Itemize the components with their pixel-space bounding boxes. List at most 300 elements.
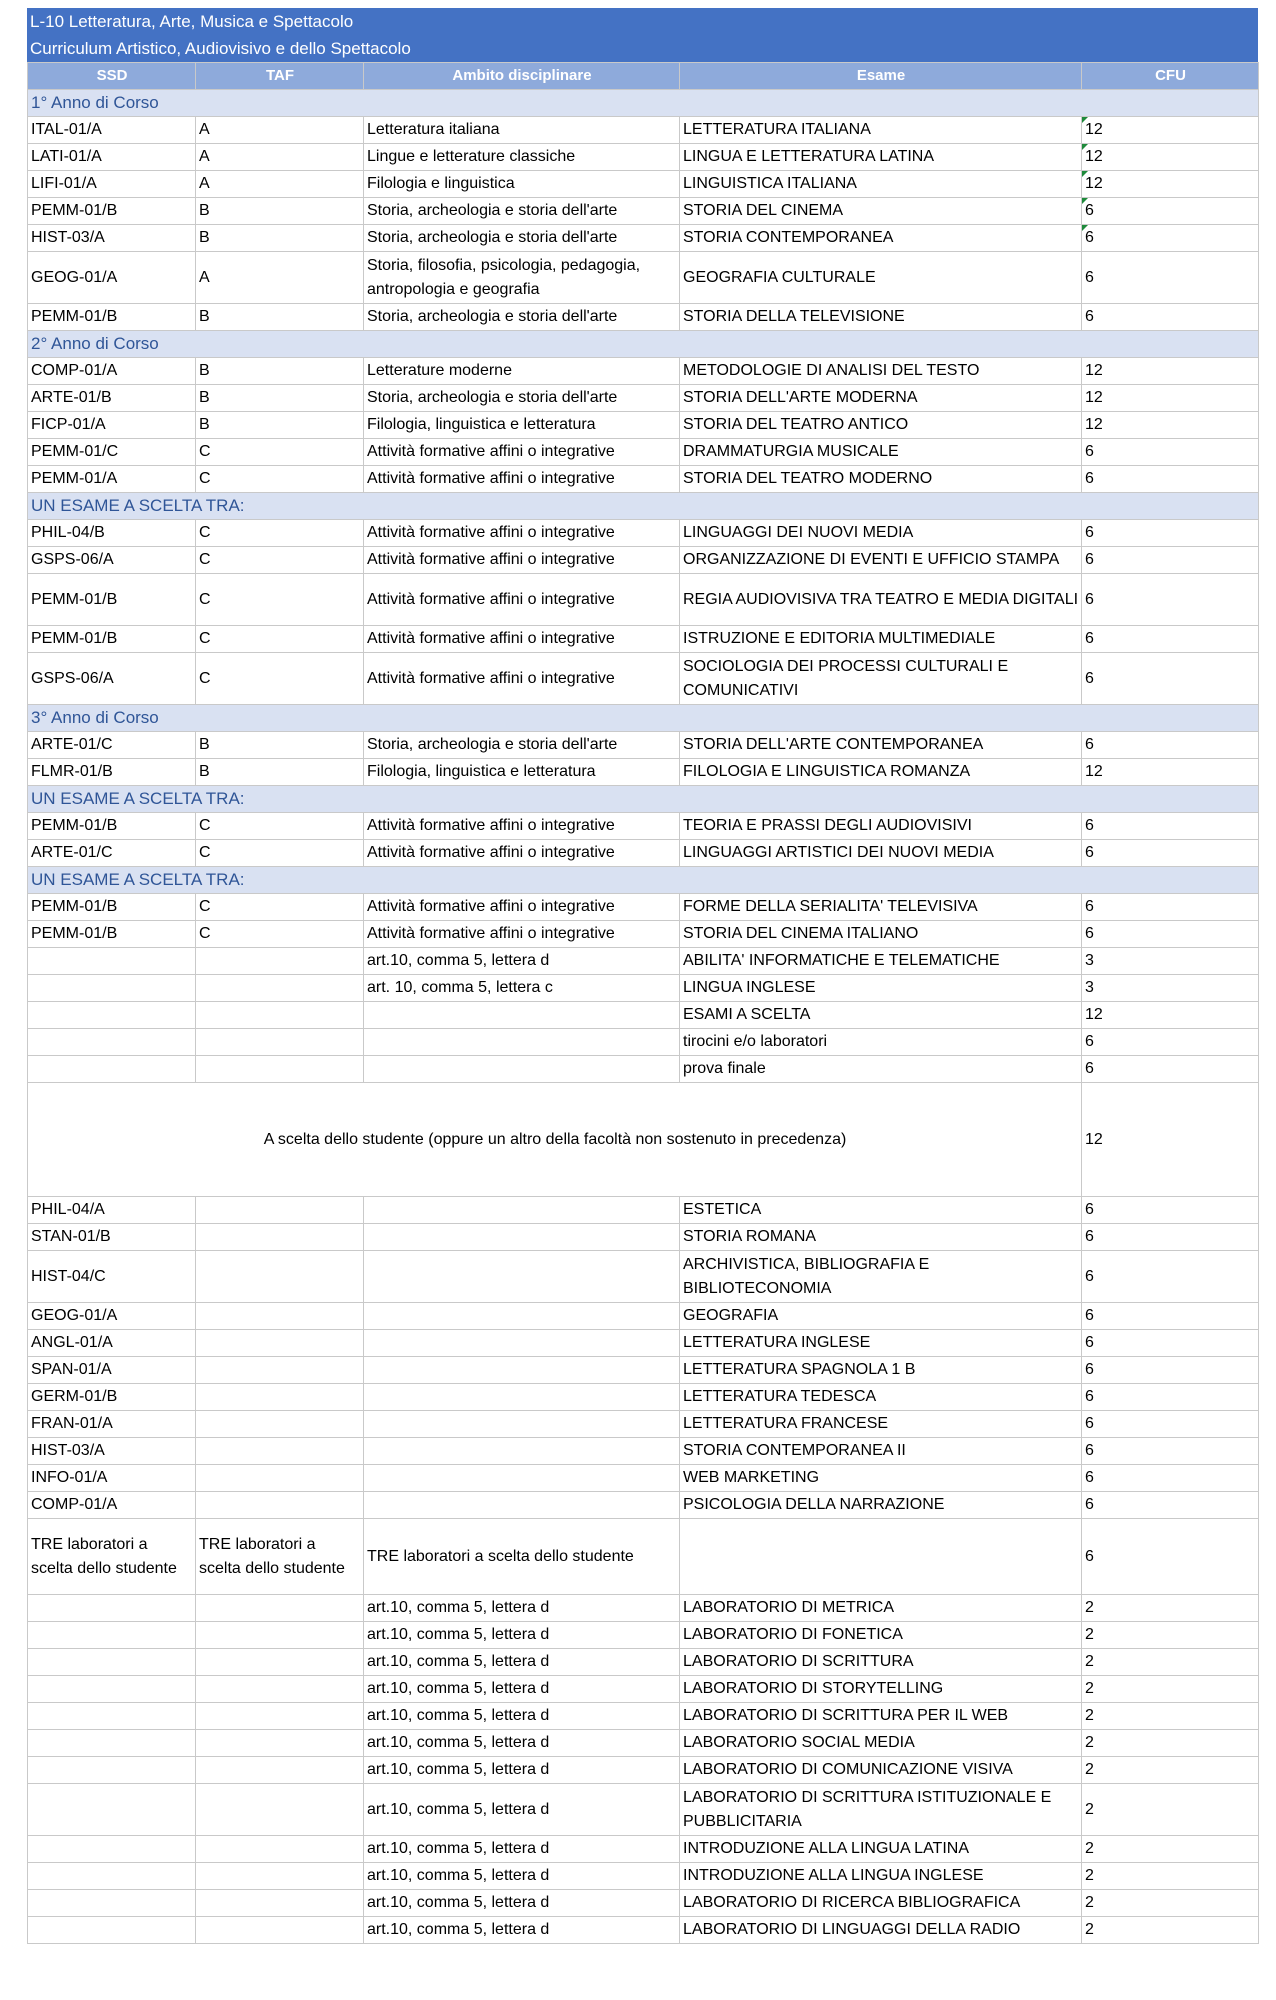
cell-ssd[interactable] — [28, 1917, 196, 1944]
cell-cfu[interactable]: 6 — [1082, 198, 1259, 225]
cell-ssd[interactable] — [28, 1649, 196, 1676]
cell-ambito[interactable] — [364, 1438, 680, 1465]
section-header-row — [28, 705, 1259, 732]
cell-esame[interactable]: LABORATORIO SOCIAL MEDIA — [680, 1730, 1082, 1757]
cell-ambito[interactable]: Attività formative affini o integrative — [364, 574, 680, 626]
cell-cfu[interactable]: 12 — [1082, 759, 1259, 786]
column-header-cfu[interactable]: CFU — [1082, 63, 1259, 90]
cell-taf[interactable] — [196, 1251, 364, 1303]
table-row — [28, 358, 1259, 385]
cell-ssd[interactable] — [28, 1757, 196, 1784]
cell-ssd[interactable]: PEMM-01/B — [28, 921, 196, 948]
cell-esame[interactable]: STORIA CONTEMPORANEA — [680, 225, 1082, 252]
cell-taf[interactable] — [196, 1836, 364, 1863]
cell-cfu[interactable]: 12 — [1082, 385, 1259, 412]
cell-taf[interactable] — [196, 1330, 364, 1357]
cell-ambito[interactable]: Lingue e letterature classiche — [364, 144, 680, 171]
cell-cfu[interactable]: 2 — [1082, 1703, 1259, 1730]
cell-taf[interactable]: B — [196, 358, 364, 385]
cell-esame[interactable]: STORIA DEL CINEMA ITALIANO — [680, 921, 1082, 948]
cell-taf[interactable] — [196, 1465, 364, 1492]
cell-ambito[interactable] — [364, 1330, 680, 1357]
cell-esame[interactable]: STORIA DELL'ARTE MODERNA — [680, 385, 1082, 412]
cell-ambito[interactable]: art.10, comma 5, lettera d — [364, 1676, 680, 1703]
cell-taf[interactable] — [196, 1917, 364, 1944]
cell-cfu[interactable]: 6 — [1082, 1465, 1259, 1492]
cell-esame[interactable]: LABORATORIO DI LINGUAGGI DELLA RADIO — [680, 1917, 1082, 1944]
cell-esame[interactable]: DRAMMATURGIA MUSICALE — [680, 439, 1082, 466]
cell-taf[interactable]: C — [196, 574, 364, 626]
table-row — [28, 304, 1259, 331]
cell-cfu[interactable]: 12 — [1082, 1002, 1259, 1029]
cell-ssd[interactable] — [28, 1676, 196, 1703]
cell-taf[interactable] — [196, 1676, 364, 1703]
cell-cfu[interactable]: 6 — [1082, 1056, 1259, 1083]
cell-cfu[interactable]: 6 — [1082, 225, 1259, 252]
cell-taf[interactable]: C — [196, 626, 364, 653]
cell-taf[interactable] — [196, 975, 364, 1002]
table-row — [28, 225, 1259, 252]
column-header-taf[interactable]: TAF — [196, 63, 364, 90]
cell-esame[interactable]: ARCHIVISTICA, BIBLIOGRAFIA E BIBLIOTECONOMIA — [680, 1251, 1082, 1303]
cell-taf[interactable]: A — [196, 144, 364, 171]
cell-taf[interactable] — [196, 1890, 364, 1917]
cell-esame[interactable]: STORIA CONTEMPORANEA II — [680, 1438, 1082, 1465]
cell-taf[interactable]: C — [196, 840, 364, 867]
table-row — [28, 894, 1259, 921]
cell-cfu[interactable]: 2 — [1082, 1863, 1259, 1890]
cell-ambito[interactable]: art.10, comma 5, lettera d — [364, 1595, 680, 1622]
cell-ssd[interactable] — [28, 1029, 196, 1056]
cell-taf[interactable]: C — [196, 653, 364, 705]
cell-esame[interactable]: GEOGRAFIA CULTURALE — [680, 252, 1082, 304]
cell-cfu[interactable]: 6 — [1082, 626, 1259, 653]
cell-cfu[interactable]: 6 — [1082, 252, 1259, 304]
cell-taf[interactable] — [196, 1384, 364, 1411]
cell-ssd[interactable]: PEMM-01/B — [28, 626, 196, 653]
cell-ambito[interactable]: Storia, filosofia, psicologia, pedagogia, antropologia e geografia — [364, 252, 680, 304]
cell-esame[interactable]: STORIA DEL CINEMA — [680, 198, 1082, 225]
cell-taf[interactable] — [196, 1784, 364, 1836]
table-row — [28, 1784, 1259, 1836]
cell-esame[interactable]: STORIA DELLA TELEVISIONE — [680, 304, 1082, 331]
cell-esame[interactable]: STORIA DEL TEATRO ANTICO — [680, 412, 1082, 439]
cell-taf[interactable]: C — [196, 439, 364, 466]
cell-taf[interactable] — [196, 1595, 364, 1622]
cell-ambito[interactable]: Attività formative affini o integrative — [364, 921, 680, 948]
cell-esame[interactable]: LETTERATURA INGLESE — [680, 1330, 1082, 1357]
cell-cfu[interactable]: 3 — [1082, 948, 1259, 975]
cell-ambito[interactable]: TRE laboratori a scelta dello studente — [364, 1519, 680, 1595]
cell-ambito[interactable]: art.10, comma 5, lettera d — [364, 1703, 680, 1730]
cell-cfu[interactable]: 6 — [1082, 1438, 1259, 1465]
cell-taf[interactable] — [196, 1757, 364, 1784]
cell-cfu[interactable]: 6 — [1082, 1197, 1259, 1224]
cell-taf[interactable]: A — [196, 117, 364, 144]
cell-esame[interactable]: STORIA DEL TEATRO MODERNO — [680, 466, 1082, 493]
cell-ambito[interactable]: Attività formative affini o integrative — [364, 894, 680, 921]
cell-esame[interactable]: LABORATORIO DI RICERCA BIBLIOGRAFICA — [680, 1890, 1082, 1917]
cell-ssd[interactable]: LIFI-01/A — [28, 171, 196, 198]
cell-ssd[interactable] — [28, 948, 196, 975]
table-row — [28, 1438, 1259, 1465]
cell-cfu[interactable]: 6 — [1082, 1029, 1259, 1056]
cell-taf[interactable]: B — [196, 732, 364, 759]
cell-ambito[interactable] — [364, 1002, 680, 1029]
cell-ssd[interactable]: FRAN-01/A — [28, 1411, 196, 1438]
cell-cfu[interactable]: 6 — [1082, 653, 1259, 705]
cell-cfu[interactable]: 6 — [1082, 921, 1259, 948]
cell-taf[interactable]: A — [196, 171, 364, 198]
cell-ambito[interactable]: Filologia, linguistica e letteratura — [364, 412, 680, 439]
elective-note-cfu[interactable]: 12 — [1082, 1083, 1259, 1197]
cell-ssd[interactable]: PEMM-01/C — [28, 439, 196, 466]
cell-taf[interactable]: C — [196, 813, 364, 840]
cell-esame[interactable]: STORIA DELL'ARTE CONTEMPORANEA — [680, 732, 1082, 759]
cell-ambito[interactable] — [364, 1224, 680, 1251]
cell-ssd[interactable]: PEMM-01/B — [28, 574, 196, 626]
cell-cfu[interactable]: 6 — [1082, 1224, 1259, 1251]
cell-esame[interactable]: LETTERATURA SPAGNOLA 1 B — [680, 1357, 1082, 1384]
cell-ambito[interactable] — [364, 1029, 680, 1056]
cell-esame[interactable]: LINGUAGGI ARTISTICI DEI NUOVI MEDIA — [680, 840, 1082, 867]
cell-esame[interactable]: STORIA ROMANA — [680, 1224, 1082, 1251]
table-row — [28, 252, 1259, 304]
cell-taf[interactable]: B — [196, 759, 364, 786]
cell-esame[interactable]: prova finale — [680, 1056, 1082, 1083]
cell-ambito[interactable]: art.10, comma 5, lettera d — [364, 1622, 680, 1649]
cell-taf[interactable] — [196, 1492, 364, 1519]
cell-taf[interactable] — [196, 1622, 364, 1649]
cell-taf[interactable] — [196, 1863, 364, 1890]
cell-ssd[interactable]: ANGL-01/A — [28, 1330, 196, 1357]
cell-esame[interactable]: ORGANIZZAZIONE DI EVENTI E UFFICIO STAMPA — [680, 547, 1082, 574]
cell-cfu[interactable]: 3 — [1082, 975, 1259, 1002]
cell-esame[interactable]: REGIA AUDIOVISIVA TRA TEATRO E MEDIA DIGITALI — [680, 574, 1082, 626]
cell-ambito[interactable] — [364, 1465, 680, 1492]
cell-taf[interactable]: B — [196, 198, 364, 225]
table-row — [28, 117, 1259, 144]
cell-ssd[interactable]: GSPS-06/A — [28, 653, 196, 705]
table-row — [28, 975, 1259, 1002]
cell-taf[interactable]: C — [196, 921, 364, 948]
cell-ambito[interactable]: Attività formative affini o integrative — [364, 520, 680, 547]
cell-ambito[interactable]: art.10, comma 5, lettera d — [364, 948, 680, 975]
cell-taf[interactable] — [196, 1730, 364, 1757]
table-row — [28, 921, 1259, 948]
table-row — [28, 547, 1259, 574]
table-row — [28, 813, 1259, 840]
cell-ssd[interactable]: PEMM-01/B — [28, 894, 196, 921]
table-row — [28, 1595, 1259, 1622]
cell-ambito[interactable] — [364, 1056, 680, 1083]
cell-ambito[interactable] — [364, 1492, 680, 1519]
cell-taf[interactable] — [196, 1224, 364, 1251]
cell-ambito[interactable]: Storia, archeologia e storia dell'arte — [364, 304, 680, 331]
cell-ambito[interactable]: Attività formative affini o integrative — [364, 439, 680, 466]
cell-taf[interactable]: C — [196, 466, 364, 493]
cell-taf[interactable]: B — [196, 225, 364, 252]
cell-cfu[interactable]: 2 — [1082, 1676, 1259, 1703]
cell-ambito[interactable]: art.10, comma 5, lettera d — [364, 1649, 680, 1676]
cell-ssd[interactable]: LATI-01/A — [28, 144, 196, 171]
column-header-ssd[interactable]: SSD — [28, 63, 196, 90]
column-header-esame[interactable]: Esame — [680, 63, 1082, 90]
cell-esame[interactable]: WEB MARKETING — [680, 1465, 1082, 1492]
cell-ssd[interactable] — [28, 1595, 196, 1622]
cell-cfu[interactable]: 6 — [1082, 732, 1259, 759]
cell-taf[interactable]: C — [196, 547, 364, 574]
cell-esame[interactable]: LABORATORIO DI SCRITTURA PER IL WEB — [680, 1703, 1082, 1730]
cell-ambito[interactable] — [364, 1411, 680, 1438]
cell-taf[interactable] — [196, 1029, 364, 1056]
cell-esame[interactable]: PSICOLOGIA DELLA NARRAZIONE — [680, 1492, 1082, 1519]
cell-ssd[interactable]: GEOG-01/A — [28, 1303, 196, 1330]
cell-cfu[interactable]: 6 — [1082, 1357, 1259, 1384]
cell-ssd[interactable]: INFO-01/A — [28, 1465, 196, 1492]
cell-ssd[interactable]: GSPS-06/A — [28, 547, 196, 574]
cell-cfu[interactable]: 6 — [1082, 1519, 1259, 1595]
cell-taf[interactable] — [196, 1703, 364, 1730]
table-row — [28, 1676, 1259, 1703]
cell-taf[interactable] — [196, 1002, 364, 1029]
table-row — [28, 1056, 1259, 1083]
cell-cfu[interactable]: 2 — [1082, 1917, 1259, 1944]
cell-taf[interactable] — [196, 1411, 364, 1438]
cell-cfu[interactable]: 6 — [1082, 466, 1259, 493]
table-row — [28, 1863, 1259, 1890]
cell-esame[interactable] — [680, 1519, 1082, 1595]
column-header-ambito[interactable]: Ambito disciplinare — [364, 63, 680, 90]
table-row — [28, 1357, 1259, 1384]
table-row — [28, 1836, 1259, 1863]
cell-cfu[interactable]: 6 — [1082, 1303, 1259, 1330]
cell-esame[interactable]: ESAMI A SCELTA — [680, 1002, 1082, 1029]
cell-ambito[interactable] — [364, 1303, 680, 1330]
cell-esame[interactable]: LINGUA INGLESE — [680, 975, 1082, 1002]
table-row — [28, 385, 1259, 412]
cell-ssd[interactable]: PEMM-01/B — [28, 813, 196, 840]
cell-ssd[interactable]: HIST-03/A — [28, 225, 196, 252]
cell-esame[interactable]: LINGUA E LETTERATURA LATINA — [680, 144, 1082, 171]
cell-taf[interactable]: B — [196, 412, 364, 439]
cell-cfu[interactable]: 6 — [1082, 574, 1259, 626]
cell-cfu[interactable]: 6 — [1082, 1411, 1259, 1438]
cell-ambito[interactable]: art.10, comma 5, lettera d — [364, 1890, 680, 1917]
cell-cfu[interactable]: 2 — [1082, 1784, 1259, 1836]
cell-ssd[interactable]: PEMM-01/B — [28, 304, 196, 331]
cell-taf[interactable]: C — [196, 894, 364, 921]
cell-ambito[interactable]: Letteratura italiana — [364, 117, 680, 144]
cell-ssd[interactable]: GEOG-01/A — [28, 252, 196, 304]
cell-ambito[interactable]: Attività formative affini o integrative — [364, 466, 680, 493]
cell-cfu[interactable]: 6 — [1082, 439, 1259, 466]
cell-ssd[interactable] — [28, 1703, 196, 1730]
cell-taf[interactable] — [196, 1056, 364, 1083]
cell-esame[interactable]: FORME DELLA SERIALITA' TELEVISIVA — [680, 894, 1082, 921]
cell-cfu[interactable]: 2 — [1082, 1836, 1259, 1863]
cell-ssd[interactable] — [28, 1622, 196, 1649]
cell-esame[interactable]: TEORIA E PRASSI DEGLI AUDIOVISIVI — [680, 813, 1082, 840]
cell-ambito[interactable] — [364, 1197, 680, 1224]
cell-ambito[interactable]: art.10, comma 5, lettera d — [364, 1784, 680, 1836]
cell-ssd[interactable] — [28, 1730, 196, 1757]
cell-esame[interactable]: SOCIOLOGIA DEI PROCESSI CULTURALI E COMUNICATIVI — [680, 653, 1082, 705]
cell-ssd[interactable]: GERM-01/B — [28, 1384, 196, 1411]
table-row — [28, 1649, 1259, 1676]
cell-esame[interactable]: tirocini e/o laboratori — [680, 1029, 1082, 1056]
cell-ambito[interactable]: Filologia e linguistica — [364, 171, 680, 198]
cell-cfu[interactable]: 2 — [1082, 1622, 1259, 1649]
cell-ssd[interactable]: PEMM-01/B — [28, 198, 196, 225]
cell-cfu[interactable]: 6 — [1082, 1330, 1259, 1357]
cell-ambito[interactable]: art.10, comma 5, lettera d — [364, 1836, 680, 1863]
cell-esame[interactable]: LETTERATURA FRANCESE — [680, 1411, 1082, 1438]
cell-esame[interactable]: INTRODUZIONE ALLA LINGUA INGLESE — [680, 1863, 1082, 1890]
cell-cfu[interactable]: 6 — [1082, 840, 1259, 867]
cell-cfu[interactable]: 2 — [1082, 1730, 1259, 1757]
cell-esame[interactable]: ABILITA' INFORMATICHE E TELEMATICHE — [680, 948, 1082, 975]
cell-taf[interactable] — [196, 1649, 364, 1676]
cell-ssd[interactable]: FICP-01/A — [28, 412, 196, 439]
cell-ambito[interactable]: Filologia, linguistica e letteratura — [364, 759, 680, 786]
cell-esame[interactable]: LABORATORIO DI STORYTELLING — [680, 1676, 1082, 1703]
cell-cfu[interactable]: 2 — [1082, 1757, 1259, 1784]
cell-esame[interactable]: LINGUAGGI DEI NUOVI MEDIA — [680, 520, 1082, 547]
cell-ssd[interactable] — [28, 975, 196, 1002]
cell-ssd[interactable]: PEMM-01/A — [28, 466, 196, 493]
cell-cfu[interactable]: 2 — [1082, 1649, 1259, 1676]
cell-ssd[interactable] — [28, 1836, 196, 1863]
cell-taf[interactable] — [196, 1197, 364, 1224]
cell-ambito[interactable]: Attività formative affini o integrative — [364, 813, 680, 840]
cell-esame[interactable]: ISTRUZIONE E EDITORIA MULTIMEDIALE — [680, 626, 1082, 653]
table-row — [28, 1730, 1259, 1757]
table-row — [28, 1002, 1259, 1029]
cell-ambito[interactable]: art. 10, comma 5, lettera c — [364, 975, 680, 1002]
cell-taf[interactable]: B — [196, 385, 364, 412]
cell-cfu[interactable]: 6 — [1082, 547, 1259, 574]
cell-ambito[interactable]: Attività formative affini o integrative — [364, 840, 680, 867]
cell-cfu[interactable]: 2 — [1082, 1595, 1259, 1622]
cell-esame[interactable]: LABORATORIO DI FONETICA — [680, 1622, 1082, 1649]
cell-taf[interactable] — [196, 948, 364, 975]
cell-esame[interactable]: GEOGRAFIA — [680, 1303, 1082, 1330]
curriculum-table — [27, 62, 1259, 1944]
cell-taf[interactable]: TRE laboratori a scelta dello studente — [196, 1519, 364, 1595]
cell-ssd[interactable] — [28, 1890, 196, 1917]
table-row — [28, 1703, 1259, 1730]
cell-ambito[interactable] — [364, 1357, 680, 1384]
cell-esame[interactable]: LABORATORIO DI SCRITTURA — [680, 1649, 1082, 1676]
cell-ambito[interactable]: Storia, archeologia e storia dell'arte — [364, 732, 680, 759]
cell-ambito[interactable]: art.10, comma 5, lettera d — [364, 1757, 680, 1784]
cell-cfu[interactable]: 12 — [1082, 144, 1259, 171]
cell-cfu[interactable]: 12 — [1082, 358, 1259, 385]
cell-cfu[interactable]: 6 — [1082, 1251, 1259, 1303]
cell-taf[interactable] — [196, 1438, 364, 1465]
cell-cfu[interactable]: 2 — [1082, 1890, 1259, 1917]
cell-taf[interactable] — [196, 1303, 364, 1330]
cell-taf[interactable]: A — [196, 252, 364, 304]
cell-cfu[interactable]: 6 — [1082, 894, 1259, 921]
cell-ambito[interactable] — [364, 1251, 680, 1303]
cell-esame[interactable]: ESTETICA — [680, 1197, 1082, 1224]
cell-cfu[interactable]: 6 — [1082, 813, 1259, 840]
cell-cfu[interactable]: 6 — [1082, 1492, 1259, 1519]
section-label: UN ESAME A SCELTA TRA: — [28, 867, 1259, 894]
cell-cfu[interactable]: 6 — [1082, 520, 1259, 547]
cell-ssd[interactable]: TRE laboratori a scelta dello studente — [28, 1519, 196, 1595]
cell-ssd[interactable] — [28, 1002, 196, 1029]
cell-ambito[interactable]: art.10, comma 5, lettera d — [364, 1863, 680, 1890]
table-row — [28, 1330, 1259, 1357]
cell-esame[interactable]: LABORATORIO DI METRICA — [680, 1595, 1082, 1622]
cell-ssd[interactable]: ARTE-01/B — [28, 385, 196, 412]
section-label: UN ESAME A SCELTA TRA: — [28, 786, 1259, 813]
cell-ssd[interactable] — [28, 1784, 196, 1836]
cell-ssd[interactable] — [28, 1056, 196, 1083]
cell-esame[interactable]: LINGUISTICA ITALIANA — [680, 171, 1082, 198]
cell-ambito[interactable]: Attività formative affini o integrative — [364, 653, 680, 705]
cell-ambito[interactable]: Storia, archeologia e storia dell'arte — [364, 385, 680, 412]
cell-ssd[interactable]: SPAN-01/A — [28, 1357, 196, 1384]
cell-ssd[interactable]: STAN-01/B — [28, 1224, 196, 1251]
cell-taf[interactable]: B — [196, 304, 364, 331]
cell-cfu[interactable]: 12 — [1082, 412, 1259, 439]
cell-ambito[interactable] — [364, 1384, 680, 1411]
cell-esame[interactable]: LETTERATURA TEDESCA — [680, 1384, 1082, 1411]
cell-cfu[interactable]: 6 — [1082, 1384, 1259, 1411]
cell-ssd[interactable]: ARTE-01/C — [28, 732, 196, 759]
cell-ambito[interactable]: Attività formative affini o integrative — [364, 626, 680, 653]
cell-ssd[interactable]: PHIL-04/A — [28, 1197, 196, 1224]
cell-ambito[interactable]: art.10, comma 5, lettera d — [364, 1730, 680, 1757]
cell-cfu[interactable]: 6 — [1082, 304, 1259, 331]
table-row — [28, 1757, 1259, 1784]
cell-taf[interactable] — [196, 1357, 364, 1384]
cell-esame[interactable]: INTRODUZIONE ALLA LINGUA LATINA — [680, 1836, 1082, 1863]
table-row — [28, 759, 1259, 786]
cell-cfu[interactable]: 12 — [1082, 117, 1259, 144]
cell-ssd[interactable]: HIST-03/A — [28, 1438, 196, 1465]
cell-esame[interactable]: FILOLOGIA E LINGUISTICA ROMANZA — [680, 759, 1082, 786]
cell-ssd[interactable]: COMP-01/A — [28, 358, 196, 385]
cell-ssd[interactable] — [28, 1863, 196, 1890]
table-row — [28, 439, 1259, 466]
cell-ssd[interactable]: COMP-01/A — [28, 1492, 196, 1519]
cell-ambito[interactable]: Storia, archeologia e storia dell'arte — [364, 225, 680, 252]
cell-ssd[interactable]: HIST-04/C — [28, 1251, 196, 1303]
table-header-row — [28, 63, 1259, 90]
cell-ambito[interactable]: Storia, archeologia e storia dell'arte — [364, 198, 680, 225]
cell-esame[interactable]: LABORATORIO DI COMUNICAZIONE VISIVA — [680, 1757, 1082, 1784]
cell-ssd[interactable]: ITAL-01/A — [28, 117, 196, 144]
cell-ssd[interactable]: PHIL-04/B — [28, 520, 196, 547]
cell-cfu[interactable]: 12 — [1082, 171, 1259, 198]
cell-ambito[interactable]: Attività formative affini o integrative — [364, 547, 680, 574]
cell-esame[interactable]: LETTERATURA ITALIANA — [680, 117, 1082, 144]
cell-ambito[interactable]: art.10, comma 5, lettera d — [364, 1917, 680, 1944]
cell-ambito[interactable]: Letterature moderne — [364, 358, 680, 385]
cell-taf[interactable]: C — [196, 520, 364, 547]
cell-esame[interactable]: LABORATORIO DI SCRITTURA ISTITUZIONALE E PUBBLICITARIA — [680, 1784, 1082, 1836]
cell-esame[interactable]: METODOLOGIE DI ANALISI DEL TESTO — [680, 358, 1082, 385]
cell-ssd[interactable]: ARTE-01/C — [28, 840, 196, 867]
section-header-row — [28, 493, 1259, 520]
cell-ssd[interactable]: FLMR-01/B — [28, 759, 196, 786]
table-row — [28, 1224, 1259, 1251]
